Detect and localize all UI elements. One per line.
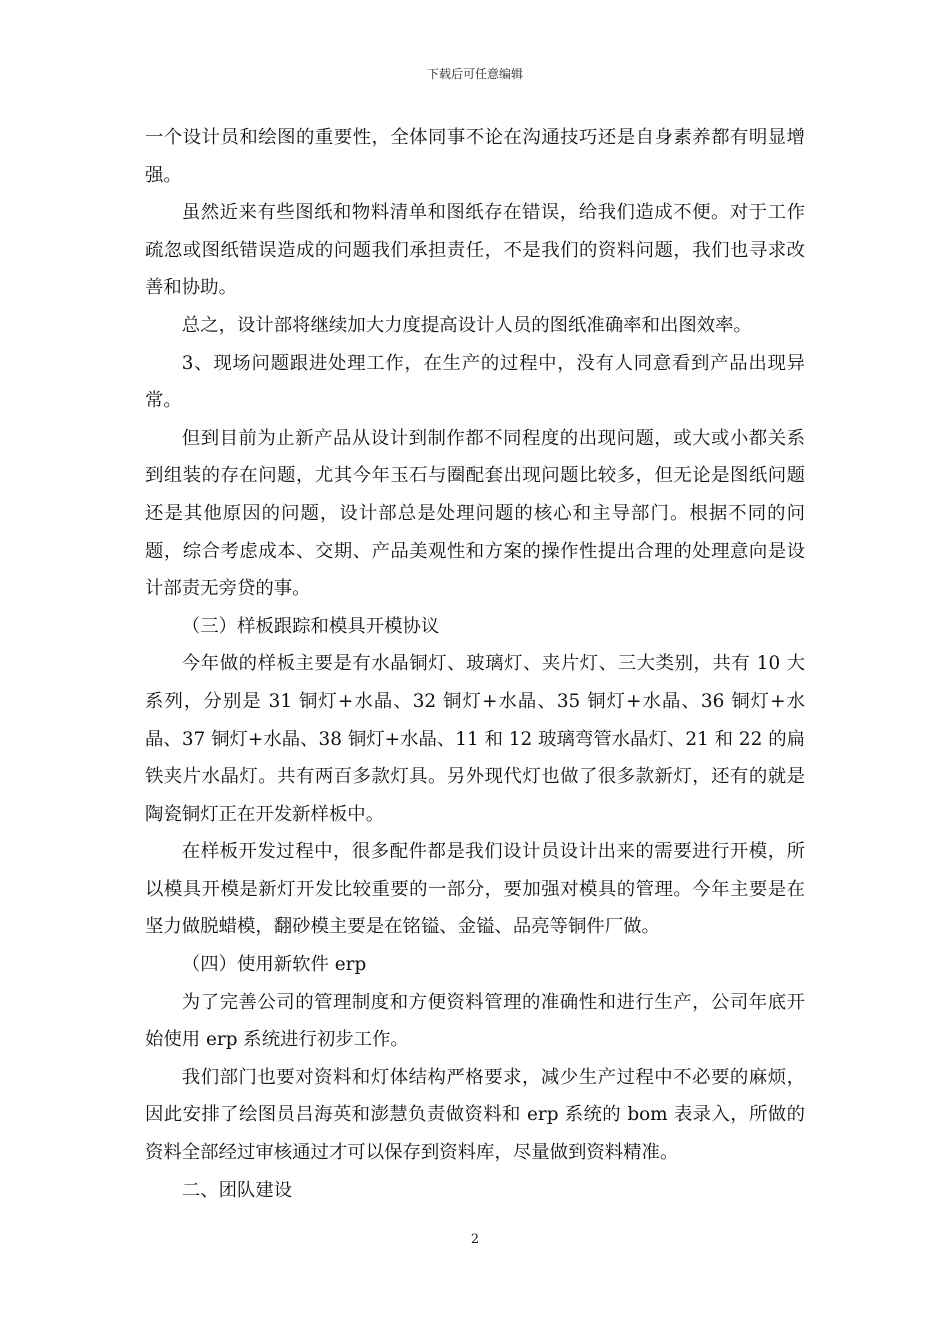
paragraph: 为了完善公司的管理制度和方便资料管理的准确性和进行生产，公司年底开始使用 erp 系统进行初步工作。: [145, 991, 805, 1051]
paragraph: 3、现场问题跟进处理工作，在生产的过程中，没有人同意看到产品出现异常。: [145, 352, 805, 412]
page-header: 下载后可任意编辑: [426, 67, 523, 81]
paragraph-continuation: 一个设计员和绘图的重要性，全体同事不论在沟通技巧还是自身素养都有明显增强。: [145, 127, 805, 186]
paragraph: 虽然近来有些图纸和物料清单和图纸存在错误，给我们造成不便。对于工作疏忽或图纸错误造成的问题我们承担责任，不是我们的资料问题，我们也寻求改善和协助。: [145, 202, 805, 299]
section-heading: （三）样板跟踪和模具开模协议: [181, 615, 440, 637]
paragraph: 但到目前为止新产品从设计到制作都不同程度的出现问题，或大或小都关系到组装的存在问题，尤其今年玉石与圈配套出现问题比较多，但无论是图纸问题还是其他原因的问题，设计部总是处理问题的核心和主导部门。根据不同的问题，综合考虑成本、交期、产品美观性和方案的操作性提出合理的处理意向是设计部责无旁贷的事。: [145, 427, 805, 600]
paragraph: 我们部门也要对资料和灯体结构严格要求，减少生产过程中不必要的麻烦，因此安排了绘图员吕海英和澎慧负责做资料和 erp 系统的 bom 表录入，所做的资料全部经过审核通过才可以保存到资料库，尽量做到资料精准。: [145, 1066, 805, 1164]
paragraph: 今年做的样板主要是有水晶铜灯、玻璃灯、夹片灯、三大类别，共有 10 大系列，分别是 31 铜灯+水晶、32 铜灯+水晶、35 铜灯+水晶、36 铜灯+水晶、37 铜灯+水晶、38 铜灯+水晶、11 和 12 玻璃弯管水晶灯、21 和 22 的扁铁夹片水晶灯。共有两百多款灯具。另外现代灯也做了很多款新灯，还有的就是陶瓷铜灯正在开发新样板中。: [145, 653, 805, 825]
page-number: 2: [470, 1232, 480, 1247]
section-heading: （四）使用新软件 erp: [181, 954, 367, 976]
paragraph: 总之，设计部将继续加大力度提高设计人员的图纸准确率和出图效率。: [181, 314, 752, 336]
document-body: [145, 119, 805, 1209]
section-heading: 二、团队建设: [181, 1179, 293, 1201]
paragraph: 在样板开发过程中，很多配件都是我们设计员设计出来的需要进行开模，所以模具开模是新灯开发比较重要的一部分，要加强对模具的管理。今年主要是在坚力做脱蜡模，翻砂模主要是在铭镒、金镒、品亮等铜件厂做。: [145, 841, 805, 938]
